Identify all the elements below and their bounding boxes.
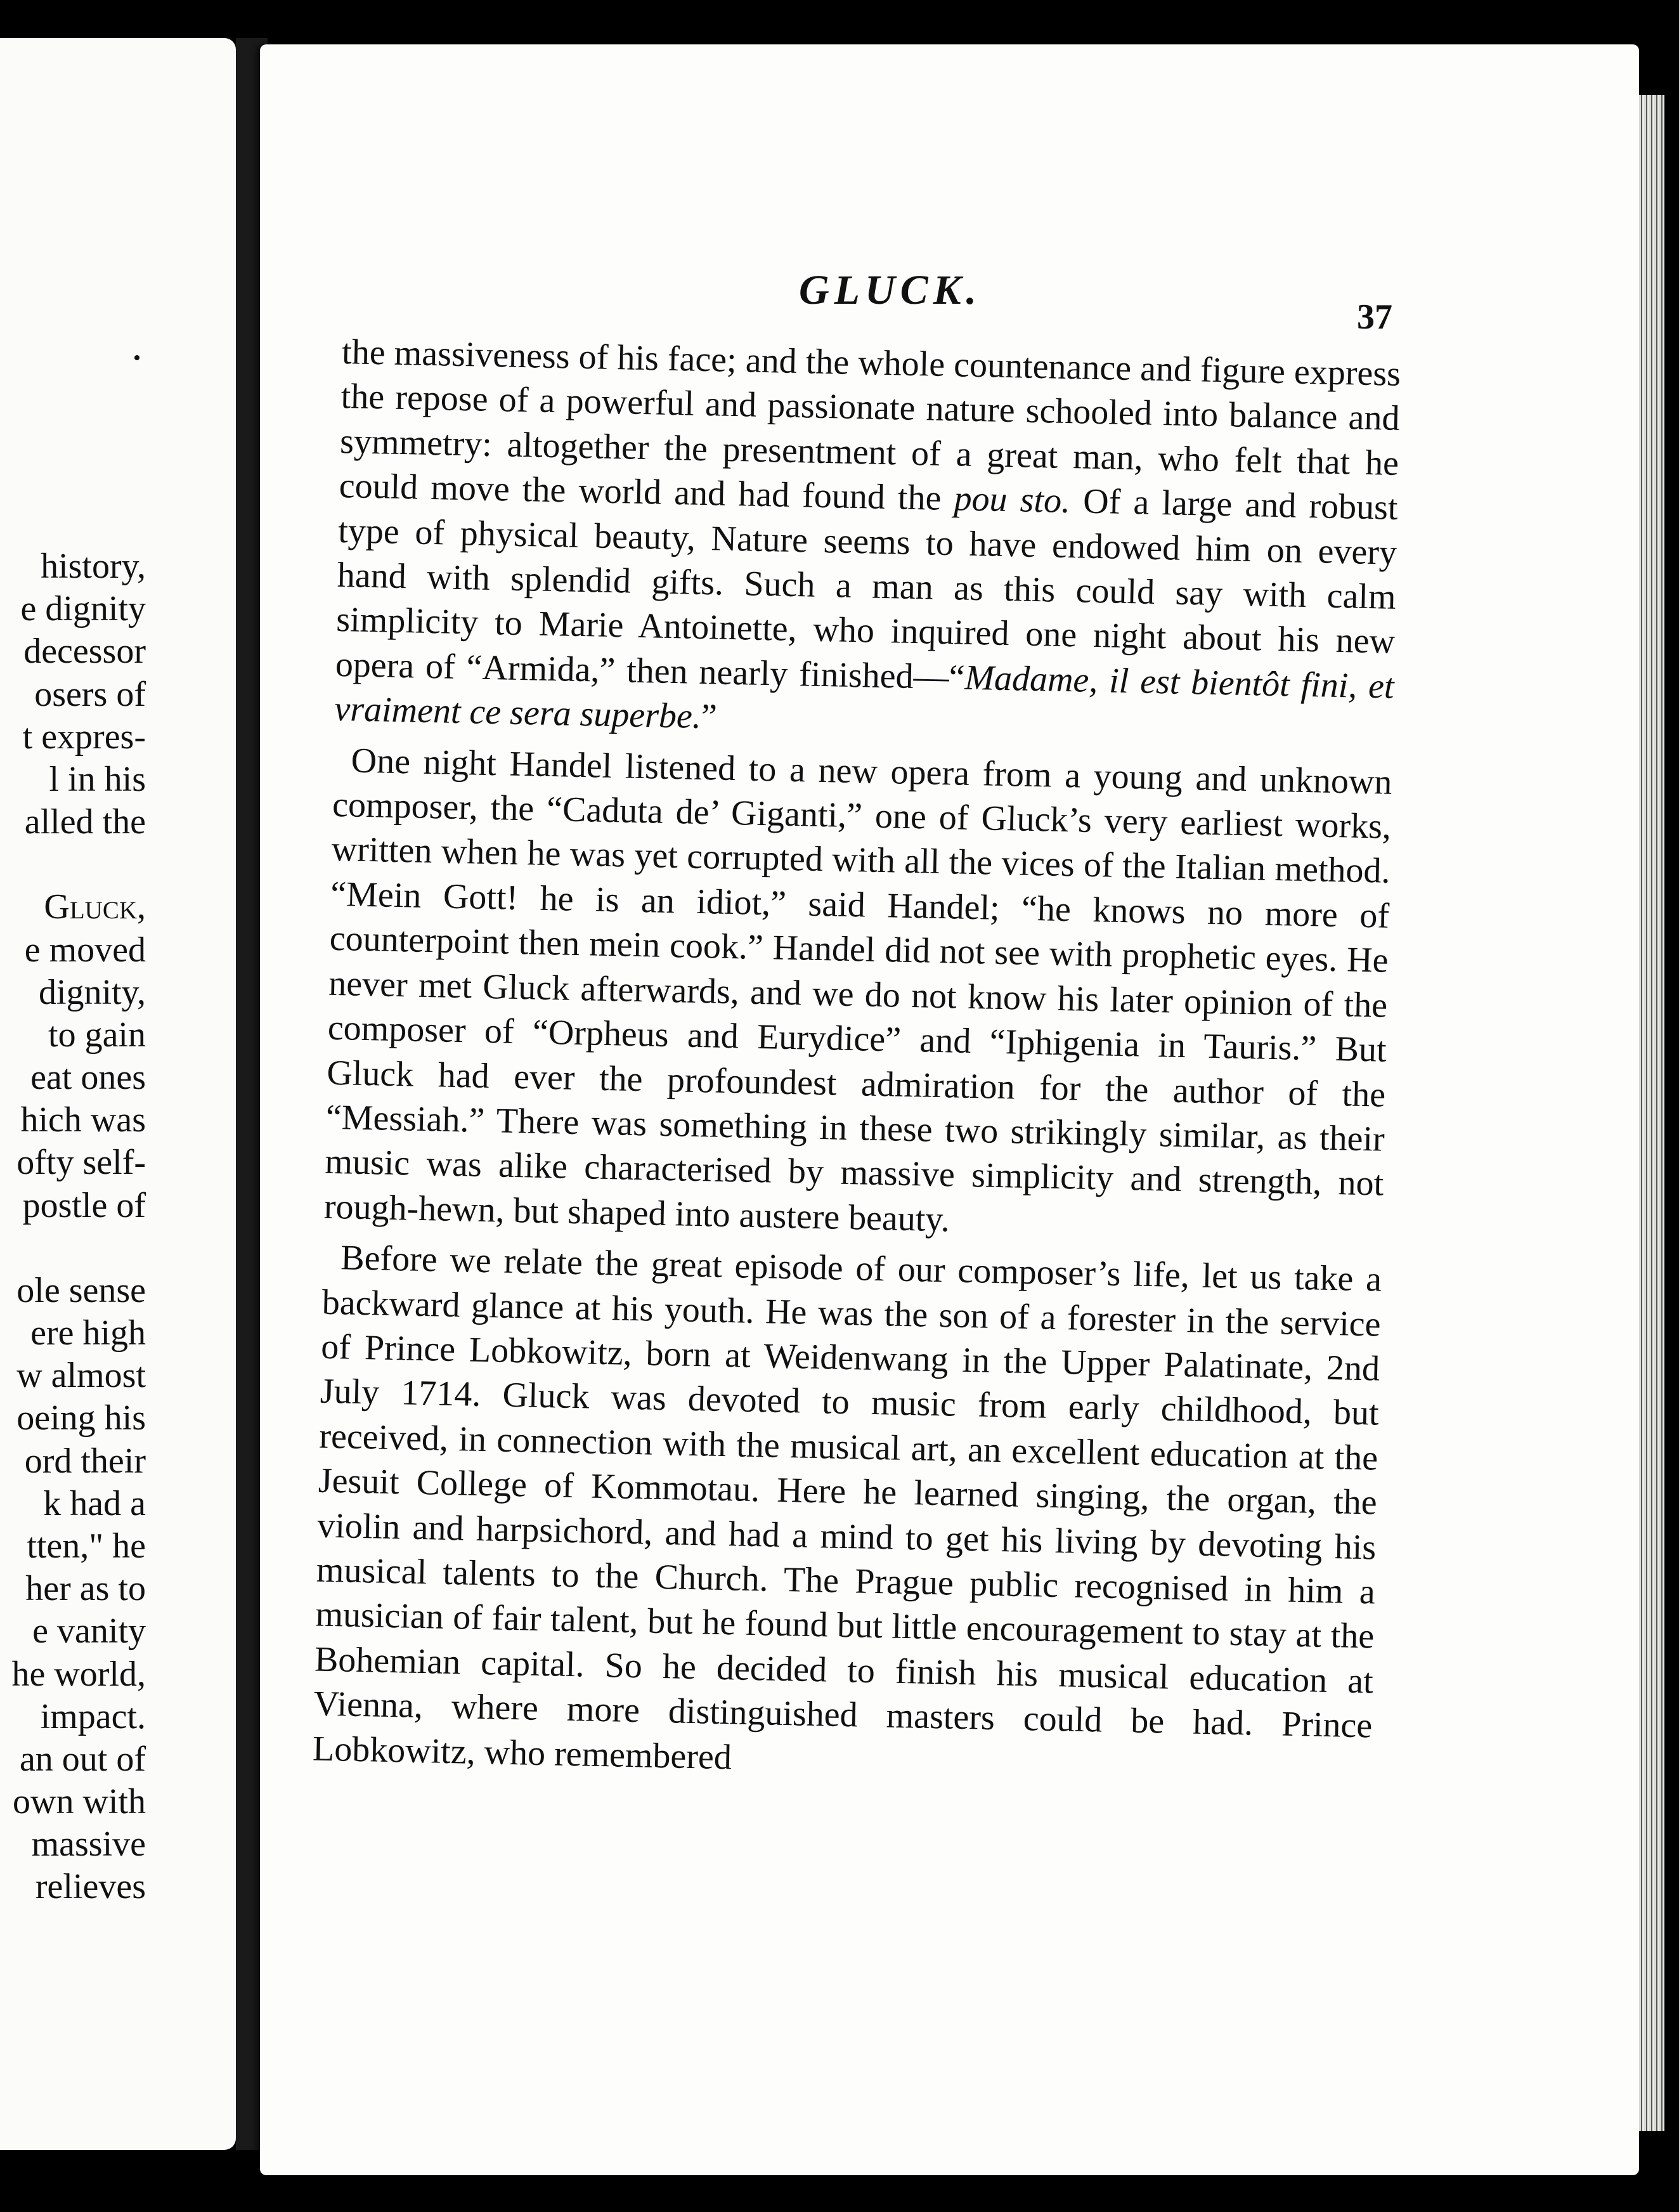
italic-phrase: pou sto. [953, 479, 1071, 521]
left-line: e moved [24, 930, 146, 970]
left-line: massive [31, 1825, 146, 1864]
left-line: postle of [22, 1185, 146, 1225]
left-line: eat ones [30, 1058, 146, 1098]
left-line: dignity, [38, 972, 146, 1012]
left-line: relieves [35, 1867, 146, 1907]
italic-quotation: Madame, il est bientôt fini, et vraiment ce sera superbe. [334, 658, 1395, 737]
left-line: own with [13, 1782, 146, 1822]
paragraph-1-text-2: Of a large and robust type of physical beauty, Nature seems to have endowed him on every hand with splendid gifts. Such a man as this could say with calm simplicity to Marie Antoinette, who inquired one night about his new opera of “Armida,” then nearly finished—“ [335, 481, 1399, 698]
closing-quote: ” [701, 697, 718, 737]
left-line: t expres- [22, 717, 146, 757]
paragraph-2: One night Handel listened to a new opera from a young and unknown composer, the “Caduta de’ Giganti,” one of Gluck’s very earliest works, written when he was yet corrupted with all the vices of the Italian method. “Mein Gott! he is an idiot,” said Handel; “he knows no more of counterpoint then mein cook.” Handel did not see with prophetic eyes. He never met Gluck afterwards, and we do not know his later opinion of the composer of “Orpheus and Eurydice” and “Iphigenia in Tauris.” But Gluck had ever the profoundest admiration for the author of the “Messiah.” There was something in these two strikingly similar, as their music was alike characterised by massive simplicity and strength, not rough-hewn, but shaped into austere beauty. [323, 741, 1393, 1240]
left-line: k had a [43, 1483, 146, 1523]
paragraph-1-text: the massiveness of his face; and the whole countenance and figure express the repose of a powerful and passionate nature schooled into balance and symmetry: altogether the presentment of a great man, who felt that he could move the world and had found the [339, 332, 1401, 519]
left-line: an out of [19, 1739, 146, 1779]
left-line: ofty self- [16, 1143, 146, 1183]
body-text [312, 330, 1401, 1793]
left-line: l in his [49, 759, 146, 799]
left-line: tten," he [27, 1526, 146, 1566]
left-page-text [11, 545, 146, 1909]
left-line: e dignity [20, 589, 146, 629]
ink-speck [134, 355, 139, 360]
left-line: osers of [34, 674, 146, 714]
left-line: Gluck, [44, 887, 146, 927]
page-edges [1639, 95, 1664, 2131]
paragraph-3: Before we relate the great episode of our composer’s life, let us take a backward glance at his youth. He was the son of a forester in the service of Prince Lobkowitz, born at Weidenwang in the Upper Palatinate, 2nd July 1714. Gluck was devoted to music from early childhood, but received, in connection with the musical art, an excellent education at the Jesuit College of Kommotau. Here he learned singing, the organ, the violin and harpsichord, and had a mind to get his living by devoting his musical talents to the Church. The Prague public recognised in him a musician of fair talent, but he found but little encouragement to stay at the Bohemian capital. So he decided to finish his musical education at Vienna, where more distinguished masters could be had. Prince Lobkowitz, who remembered [312, 1238, 1382, 1777]
left-line: oeing his [16, 1398, 146, 1438]
left-line: ole sense [16, 1270, 146, 1310]
left-line: history, [41, 547, 146, 586]
left-line: he world, [11, 1654, 146, 1694]
running-head: GLUCK. [799, 267, 982, 313]
left-page-fragment [0, 38, 236, 2150]
left-line: ere high [30, 1313, 146, 1353]
left-line: to gain [48, 1015, 146, 1055]
left-paragraph-gap [11, 843, 146, 886]
left-line: alled the [24, 802, 146, 842]
page-number: 37 [1357, 297, 1392, 337]
left-line: her as to [25, 1569, 146, 1609]
left-line: ord their [24, 1441, 146, 1481]
left-line: e vanity [32, 1611, 146, 1651]
paragraph-1 [334, 330, 1401, 753]
left-line: hich was [20, 1100, 146, 1140]
left-line: decessor [23, 632, 146, 672]
left-paragraph-gap [11, 1227, 146, 1270]
left-line: w almost [16, 1356, 146, 1396]
left-line: impact. [40, 1696, 146, 1736]
